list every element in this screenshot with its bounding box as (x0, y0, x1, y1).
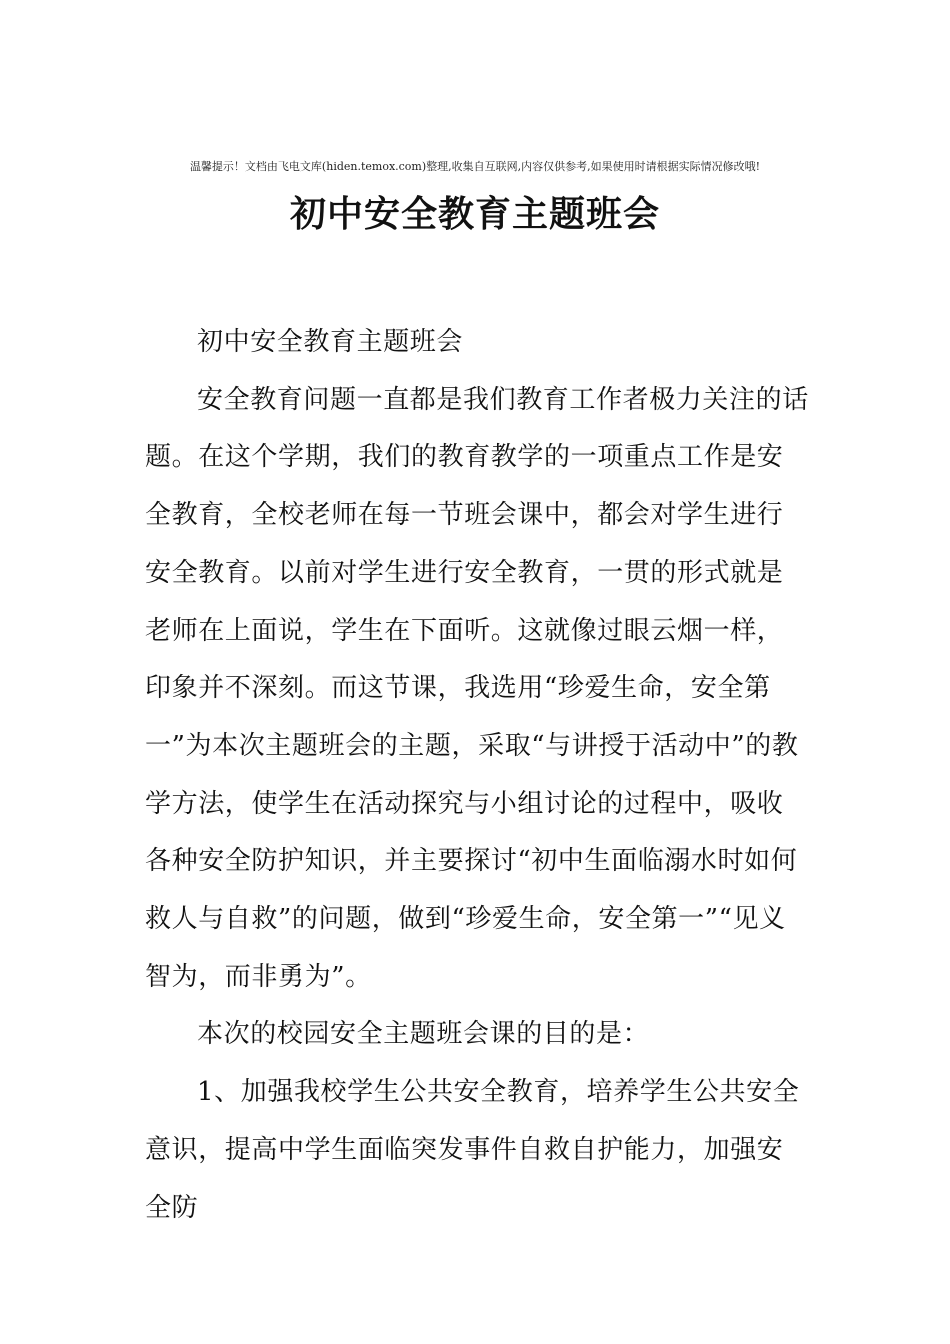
paragraph-purpose: 本次的校园安全主题班会课的目的是： (197, 1019, 650, 1050)
paragraph-point-1: 1、加强我校学生公共安全教育，培养学生公共安全意识，提高中学生面临突发事件自救自护能力，加强安全防 (145, 1077, 800, 1223)
document-body (145, 314, 809, 1237)
paragraph-intro: 安全教育问题一直都是我们教育工作者极力关注的话题。在这个学期，我们的教育教学的一项重点工作是安全教育，全校老师在每一节班会课中，都会对学生进行安全教育。以前对学生进行安全教育，一贯的形式就是老师在上面说，学生在下面听。这就像过眼云烟一样，印象并不深刻。而这节课，我选用“珍爱生命，安全第一”为本次主题班会的主题，采取“与讲授于活动中”的教学方法，使学生在活动探究与小组讨论的过程中，吸收各种安全防护知识，并主要探讨“初中生面临溺水时如何救人与自救”的问题，做到“珍爱生命，安全第一”“见义智为，而非勇为”。 (145, 384, 809, 992)
document-title: 初中安全教育主题班会 (289, 193, 660, 235)
paragraph-subtitle: 初中安全教育主题班会 (197, 327, 464, 357)
document-notice: 温馨提示！文档由飞电文库(hiden.temox.com)整理,收集自互联网,内容仅供参考,如果使用时请根据实际情况修改哦! (189, 160, 761, 173)
